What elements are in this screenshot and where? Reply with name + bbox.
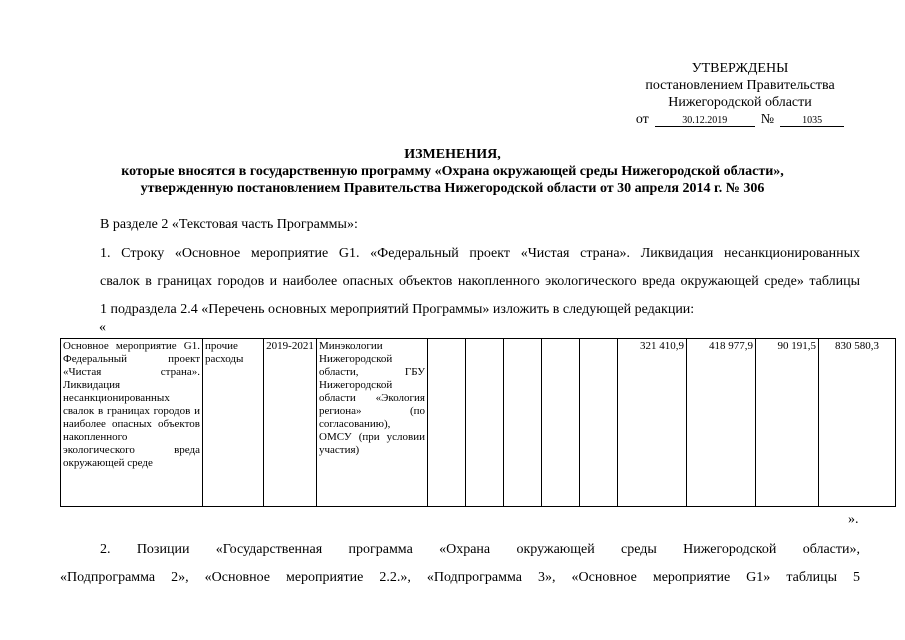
- approval-line1: постановлением Правительства: [645, 78, 835, 93]
- cell-years: 2019-2021: [264, 339, 317, 507]
- cell-empty: [428, 339, 466, 507]
- cell-empty: [542, 339, 580, 507]
- cell-funding-source: прочие расходы: [203, 339, 264, 507]
- paragraph-1: [60, 240, 860, 324]
- approval-date-row: [620, 111, 860, 128]
- table-row: [61, 339, 896, 507]
- cell-executor: Минэкологии Нижегородской области, ГБУ Нижегородской области «Экология региона» (по согласованию), ОМСУ (при условии участия): [317, 339, 428, 507]
- paragraph-2-line1: 2. Позиции «Государственная программа «Охрана окружающей среды Нижегородской области»,: [100, 542, 860, 557]
- closing-quote: ».: [848, 512, 859, 527]
- cell-empty: [580, 339, 618, 507]
- measures-table: [60, 338, 896, 507]
- approval-heading: УТВЕРЖДЕНЫ: [691, 61, 789, 76]
- paragraph-2: [60, 536, 860, 592]
- cell-total: 830 580,3: [819, 339, 896, 507]
- cell-measure-name: Основное мероприятие G1. Федеральный проект «Чистая страна». Ликвидация несанкционированных свалок в границах городов и наиболее опасных объектов накопленного экологического вреда окружающей среде: [61, 339, 203, 507]
- from-label: от: [635, 112, 649, 127]
- title-line2: которые вносятся в государственную программу «Охрана окружающей среды Нижегородской области»,: [121, 164, 784, 179]
- number-label: №: [760, 112, 775, 127]
- title-line3: утвержденную постановлением Правительства Нижегородской области от 30 апреля 2014 г. № 306: [140, 181, 765, 196]
- cell-value-2020: 418 977,9: [687, 339, 756, 507]
- approval-number: 1035: [780, 115, 844, 127]
- approval-line2: Нижегородской области: [668, 95, 812, 110]
- paragraph-1-line1: 1. Строку «Основное мероприятие G1. «Федеральный проект «Чистая страна». Ликвидация несанкционированных: [100, 246, 860, 261]
- section-intro: В разделе 2 «Текстовая часть Программы»:: [100, 217, 358, 232]
- approval-date: 30.12.2019: [655, 115, 755, 127]
- paragraph-1-line2: свалок в границах городов и наиболее опасных объектов накопленного экологического вреда окружающей среде» таблицы: [100, 274, 860, 289]
- cell-value-2021: 90 191,5: [756, 339, 819, 507]
- paragraph-1-line3: 1 подраздела 2.4 «Перечень основных мероприятий Программы» изложить в следующей редакции:: [100, 302, 695, 317]
- paragraph-2-line2: «Подпрограмма 2», «Основное мероприятие 2.2.», «Подпрограмма 3», «Основное мероприятие G1» таблицы 5: [60, 570, 860, 585]
- cell-empty: [504, 339, 542, 507]
- cell-value-2019: 321 410,9: [618, 339, 687, 507]
- title-line1: ИЗМЕНЕНИЯ,: [404, 147, 501, 162]
- opening-quote: «: [99, 320, 106, 335]
- document-title: [0, 146, 905, 197]
- cell-empty: [466, 339, 504, 507]
- approval-stamp: [620, 60, 860, 128]
